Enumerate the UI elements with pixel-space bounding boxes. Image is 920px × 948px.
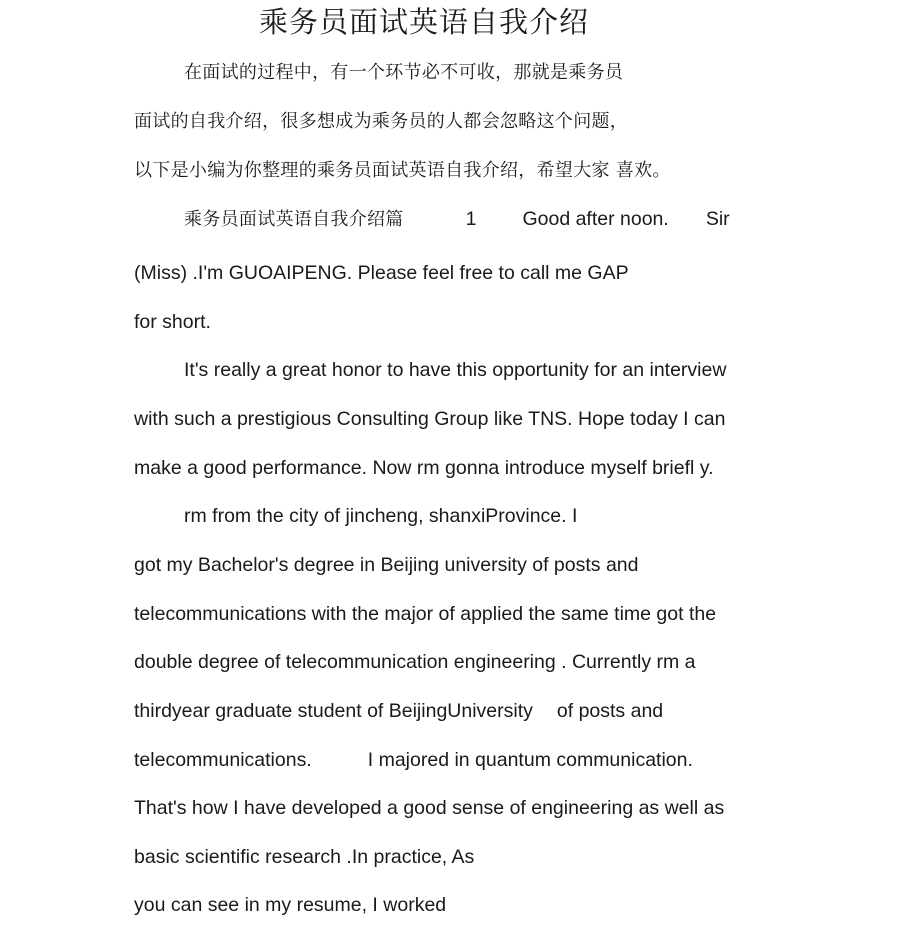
text-segment: of posts and (556, 700, 664, 722)
greeting-text: Good after noon. (522, 208, 669, 230)
text-segment: I majored in quantum communication. (367, 749, 693, 771)
paragraph-line: double degree of telecommunication engineering . Currently rm a (134, 651, 696, 673)
section-number: 1 (465, 208, 477, 230)
text-segment: thirdyear graduate student of BeijingUniversity (134, 700, 533, 722)
paragraph-line (134, 698, 663, 724)
paragraph-line: It's really a great honor to have this opportunity for an interview (184, 359, 727, 381)
paragraph-line: make a good performance. Now rm gonna introduce myself briefl y. (134, 457, 714, 479)
paragraph-line: (Miss) .I'm GUOAIPENG. Please feel free to call me GAP (134, 262, 629, 284)
paragraph-line: you can see in my resume, I worked (134, 894, 447, 916)
paragraph-line: 以下是小编为你整理的乘务员面试英语自我介绍，希望大家 喜欢。 (134, 160, 671, 181)
paragraph-line: got my Bachelor's degree in Beijing university of posts and (134, 554, 639, 576)
paragraph-line: for short. (134, 311, 211, 333)
section-heading: 乘务员面试英语自我介绍篇 (184, 209, 404, 230)
paragraph-line: rm from the city of jincheng, shanxiProvince. I (184, 505, 578, 527)
paragraph-line: 在面试的过程中，有一个环节必不可收，那就是乘务员 (184, 62, 624, 83)
document-title: 乘务员面试英语自我介绍 (258, 5, 589, 39)
paragraph-line: basic scientific research .In practice, As (134, 846, 475, 868)
paragraph-line: That's how I have developed a good sense of engineering as well as (134, 797, 725, 819)
paragraph-line (134, 747, 693, 773)
section-heading-line (184, 206, 730, 233)
paragraph-line: with such a prestigious Consulting Group like TNS. Hope today I can (134, 408, 726, 430)
greeting-title: Sir (705, 208, 730, 230)
text-segment: telecommunications. (134, 749, 312, 771)
paragraph-line: telecommunications with the major of applied the same time got the (134, 603, 717, 625)
paragraph-line: 面试的自我介绍，很多想成为乘务员的人都会忽略这个问题， (134, 111, 629, 132)
